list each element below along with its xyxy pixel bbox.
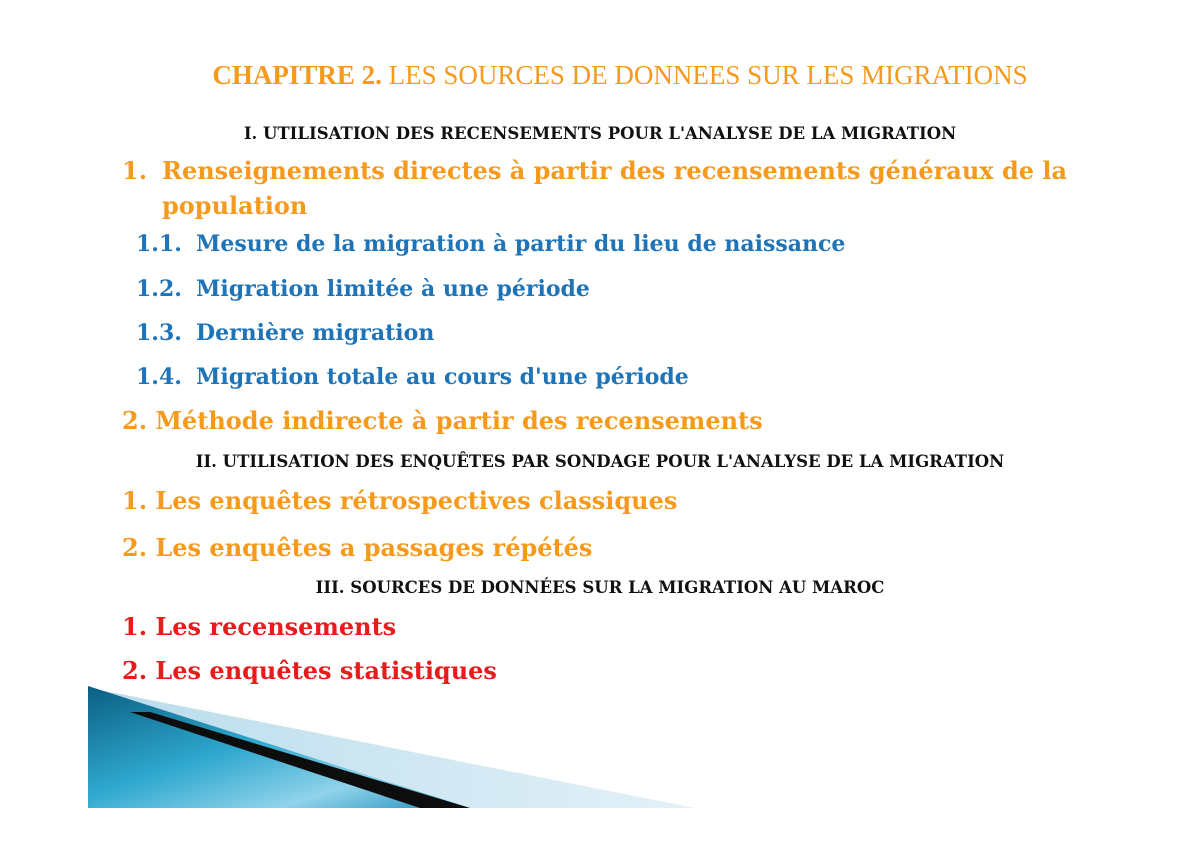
list-item-1-3 [136,320,434,346]
title-rest: LES SOURCES DE DONNEES SUR LES MIGRATIONS [381,60,1028,90]
section-heading-1: I. UTILISATION DES RECENSEMENTS POUR L'ANALYSE DE LA MIGRATION [243,124,957,143]
list-item-number: 1.2. [136,276,182,302]
section-heading-3: III. SOURCES DE DONNÉES SUR LA MIGRATION AU MAROC [315,578,885,597]
list-item-1-continued: population [162,191,308,220]
list-item-number: 1.3. [136,320,182,346]
list-item-iii-2: 2. Les enquêtes statistiques [122,656,497,685]
list-item-number: 1. [122,156,148,185]
list-item-number: 1.1. [136,231,182,257]
list-item-ii-1: 1. Les enquêtes rétrospectives classiques [122,486,678,515]
section-heading-2: II. UTILISATION DES ENQUÊTES PAR SONDAGE POUR L'ANALYSE DE LA MIGRATION [195,452,1005,471]
list-item-1-1 [136,231,845,257]
list-item-text: Mesure de la migration à partir du lieu de naissance [196,231,846,257]
list-item-number: 1.4. [136,364,182,390]
list-item-text: Migration totale au cours d'une période [196,364,689,390]
list-item-1 [122,156,1067,185]
page-title [0,60,1200,91]
list-item-2: 2. Méthode indirecte à partir des recensements [122,406,763,435]
list-item-1-2 [136,276,590,302]
list-item-text: Renseignements directes à partir des recensements généraux de la [162,156,1068,185]
list-item-iii-1: 1. Les recensements [122,612,397,641]
list-item-ii-2: 2. Les enquêtes a passages répétés [122,533,593,562]
list-item-text: Dernière migration [196,320,435,346]
list-item-text: Migration limitée à une période [196,276,590,302]
title-prefix: CHAPITRE 2. [212,60,382,90]
list-item-1-4 [136,364,689,390]
